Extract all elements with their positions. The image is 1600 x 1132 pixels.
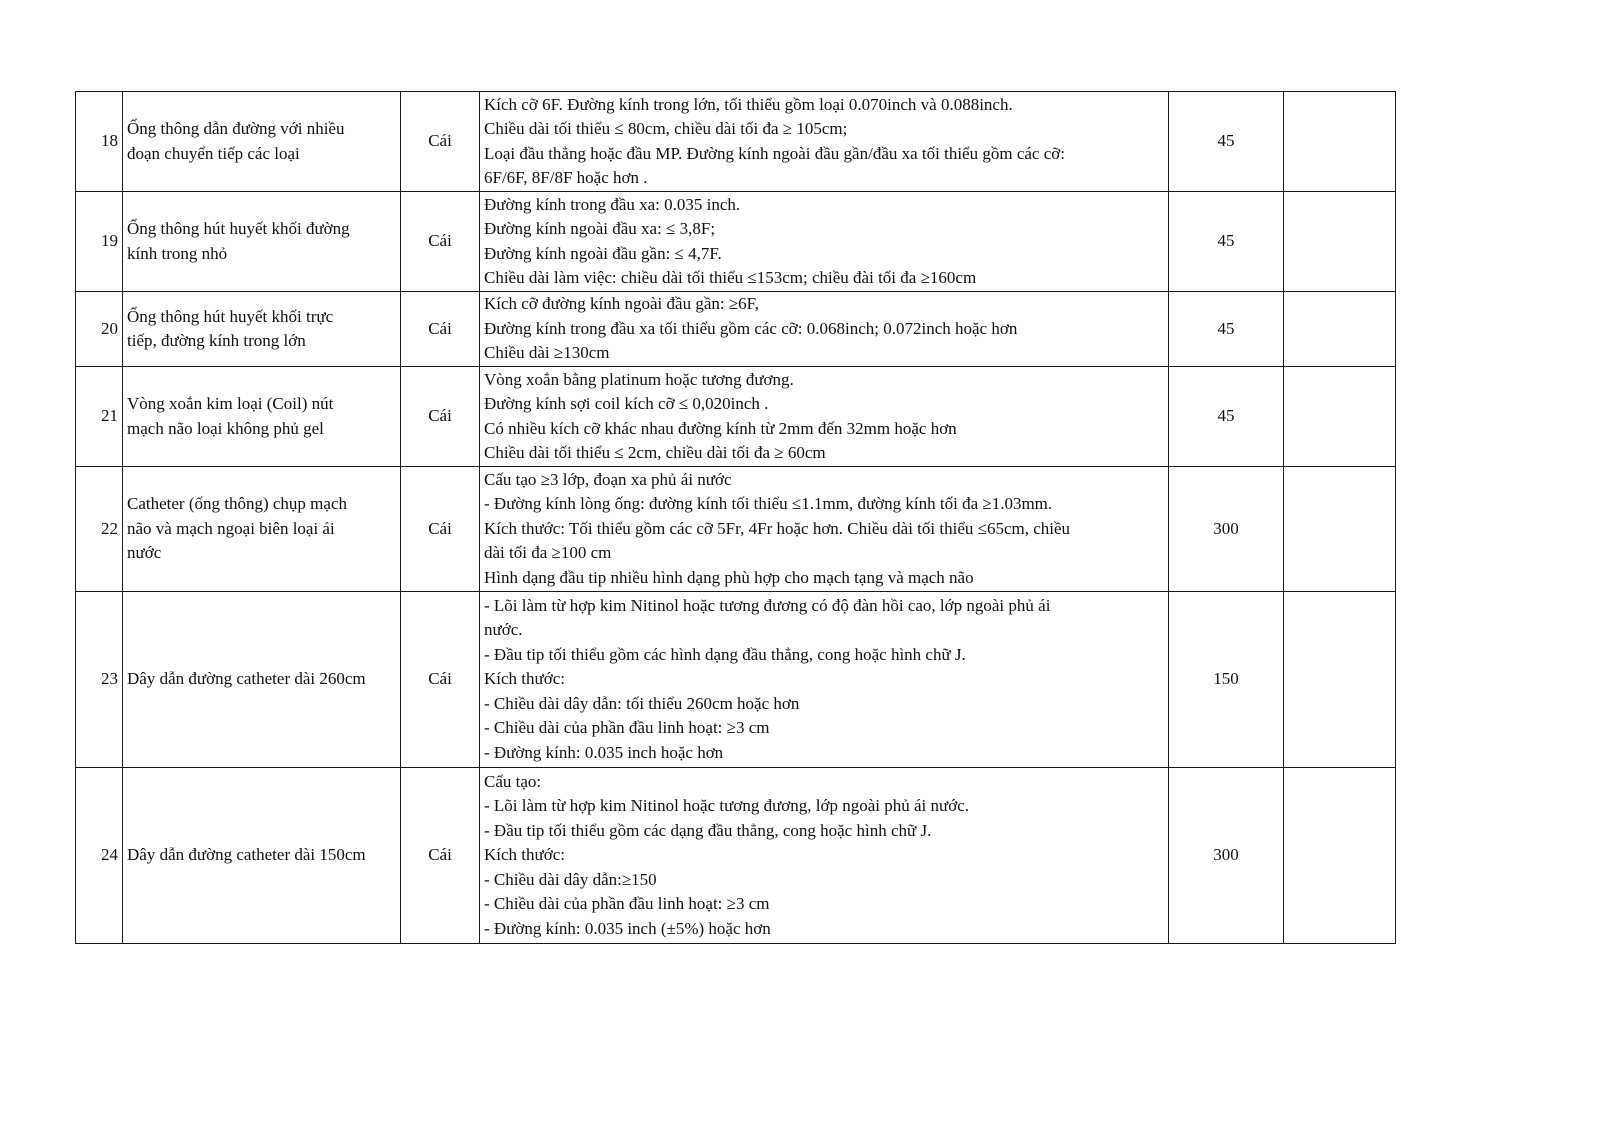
table-row <box>76 192 1396 292</box>
item-name-line: Dây dẫn đường catheter dài 260cm <box>127 669 366 689</box>
item-name-line: Ống thông dẫn đường với nhiều <box>127 119 345 138</box>
item-name-cell <box>123 192 401 292</box>
unit-cell: Cái <box>401 192 480 292</box>
item-name-line: Dây dẫn đường catheter dài 150cm <box>127 845 366 865</box>
item-name-cell <box>123 292 401 367</box>
note-cell <box>1284 192 1396 292</box>
table-row <box>76 467 1396 592</box>
quantity-cell: 300 <box>1169 467 1284 592</box>
row-number-cell: 24 <box>76 768 123 944</box>
item-name-line: não và mạch ngoại biên loại ái <box>127 518 335 538</box>
item-name-cell <box>123 467 401 592</box>
item-name-cell <box>123 592 401 768</box>
specification-line: Kích cỡ đường kính ngoài đầu gần: ≥6F, <box>484 294 760 314</box>
item-name-line: mạch não loại không phủ gel <box>127 418 324 438</box>
item-name-line: đoạn chuyển tiếp các loại <box>127 143 300 163</box>
table-body <box>76 92 1396 944</box>
specification-cell <box>480 592 1169 768</box>
specification-line: - Đầu tip tối thiểu gồm các dạng đầu thẳng, cong hoặc hình chữ J. <box>484 820 932 840</box>
item-name-cell <box>123 367 401 467</box>
row-number-cell: 18 <box>76 92 123 192</box>
specification-line: Có nhiều kích cỡ khác nhau đường kính từ 2mm đến 32mm hoặc hơn <box>484 418 957 438</box>
row-number-cell: 23 <box>76 592 123 768</box>
specification-line: Đường kính sợi coil kích cỡ ≤ 0,020inch . <box>484 394 769 413</box>
specification-line: - Đường kính: 0.035 inch hoặc hơn <box>484 742 724 762</box>
note-cell <box>1284 367 1396 467</box>
specification-line: Chiều dài làm việc: chiều dài tối thiểu ≤153cm; chiều đài tối đa ≥160cm <box>484 268 977 287</box>
row-number-cell: 19 <box>76 192 123 292</box>
specification-line: Kích cỡ 6F. Đường kính trong lớn, tối thiểu gồm loại 0.070inch và 0.088inch. <box>484 94 1013 114</box>
specification-line: Chiều dài tối thiểu ≤ 80cm, chiều dài tối đa ≥ 105cm; <box>484 119 848 138</box>
table-row <box>76 768 1396 944</box>
specification-line: Đường kính ngoài đầu gần: ≤ 4,7F. <box>484 243 722 263</box>
quantity-cell: 150 <box>1169 592 1284 768</box>
row-number-cell: 22 <box>76 467 123 592</box>
note-cell <box>1284 768 1396 944</box>
specification-cell <box>480 92 1169 192</box>
note-cell <box>1284 92 1396 192</box>
specification-cell <box>480 467 1169 592</box>
row-number-cell: 21 <box>76 367 123 467</box>
specification-line: - Đường kính lòng ống: đường kính tối thiểu ≤1.1mm, đường kính tối đa ≥1.03mm. <box>484 494 1053 514</box>
specification-line: - Chiều dài của phần đầu linh hoạt: ≥3 cm <box>484 894 770 914</box>
note-cell <box>1284 592 1396 768</box>
specification-line: 6F/6F, 8F/8F hoặc hơn . <box>484 168 648 187</box>
specification-cell <box>480 367 1169 467</box>
unit-cell: Cái <box>401 592 480 768</box>
specification-line: Chiều dài tối thiểu ≤ 2cm, chiều dài tối đa ≥ 60cm <box>484 443 826 462</box>
specification-line: - Chiều dài dây dẫn: tối thiểu 260cm hoặc hơn <box>484 693 800 713</box>
specification-line: Kích thước: <box>484 669 565 689</box>
specification-line: Kích thước: <box>484 845 565 865</box>
item-name-line: tiếp, đường kính trong lớn <box>127 331 306 350</box>
item-name-cell <box>123 768 401 944</box>
table-row <box>76 592 1396 768</box>
unit-cell: Cái <box>401 367 480 467</box>
specification-line: - Chiều dài của phần đầu linh hoạt: ≥3 cm <box>484 718 770 738</box>
quantity-cell: 300 <box>1169 768 1284 944</box>
specification-line: Đường kính ngoài đầu xa: ≤ 3,8F; <box>484 219 716 238</box>
table-row <box>76 92 1396 192</box>
item-name-line: Ống thông hút huyết khối trực <box>127 306 334 326</box>
item-name-line: Vòng xoắn kim loại (Coil) nút <box>127 394 334 413</box>
specification-cell <box>480 768 1169 944</box>
quantity-cell: 45 <box>1169 92 1284 192</box>
table-row <box>76 367 1396 467</box>
unit-cell: Cái <box>401 768 480 944</box>
specification-line: nước. <box>484 620 523 640</box>
item-name-cell <box>123 92 401 192</box>
item-name-line: kính trong nhỏ <box>127 243 228 263</box>
specification-line: Hình dạng đầu tip nhiều hình dạng phù hợp cho mạch tạng và mạch não <box>484 567 974 587</box>
specification-line: - Đường kính: 0.035 inch (±5%) hoặc hơn <box>484 918 771 938</box>
item-name-line: Catheter (ống thông) chụp mạch <box>127 494 347 514</box>
item-name-line: Ống thông hút huyết khối đường <box>127 219 350 238</box>
quantity-cell: 45 <box>1169 292 1284 367</box>
note-cell <box>1284 467 1396 592</box>
specification-line: dài tối đa ≥100 cm <box>484 543 612 563</box>
row-number-cell: 20 <box>76 292 123 367</box>
quantity-cell: 45 <box>1169 192 1284 292</box>
specification-cell <box>480 192 1169 292</box>
quantity-cell: 45 <box>1169 367 1284 467</box>
equipment-spec-table <box>75 91 1396 944</box>
table-row <box>76 292 1396 367</box>
specification-line: Vòng xoắn bằng platinum hoặc tương đương. <box>484 369 794 389</box>
unit-cell: Cái <box>401 467 480 592</box>
specification-line: Đường kính trong đầu xa tối thiểu gồm các cỡ: 0.068inch; 0.072inch hoặc hơn <box>484 318 1018 338</box>
specification-cell <box>480 292 1169 367</box>
item-name-line: nước <box>127 543 162 563</box>
specification-line: Cấu tạo ≥3 lớp, đoạn xa phủ ái nước <box>484 469 732 489</box>
specification-line: Đường kính trong đầu xa: 0.035 inch. <box>484 194 741 214</box>
specification-line: Cấu tạo: <box>484 771 542 791</box>
specification-line: Kích thước: Tối thiểu gồm các cỡ 5Fr, 4Fr hoặc hơn. Chiều dài tối thiểu ≤65cm, chiều <box>484 518 1071 538</box>
specification-line: - Lõi làm từ hợp kim Nitinol hoặc tương đương có độ đàn hồi cao, lớp ngoài phủ ái <box>484 595 1051 615</box>
specification-line: Chiều dài ≥130cm <box>484 343 610 363</box>
unit-cell: Cái <box>401 92 480 192</box>
specification-line: - Chiều dài dây dẫn:≥150 <box>484 869 657 889</box>
specification-line: - Đầu tip tối thiểu gồm các hình dạng đầu thẳng, cong hoặc hình chữ J. <box>484 644 966 664</box>
unit-cell: Cái <box>401 292 480 367</box>
document-page <box>75 91 1396 944</box>
specification-line: Loại đầu thẳng hoặc đầu MP. Đường kính ngoài đầu gần/đầu xa tối thiểu gồm các cỡ: <box>484 143 1065 163</box>
note-cell <box>1284 292 1396 367</box>
specification-line: - Lõi làm từ hợp kim Nitinol hoặc tương đương, lớp ngoài phủ ái nước. <box>484 796 970 816</box>
